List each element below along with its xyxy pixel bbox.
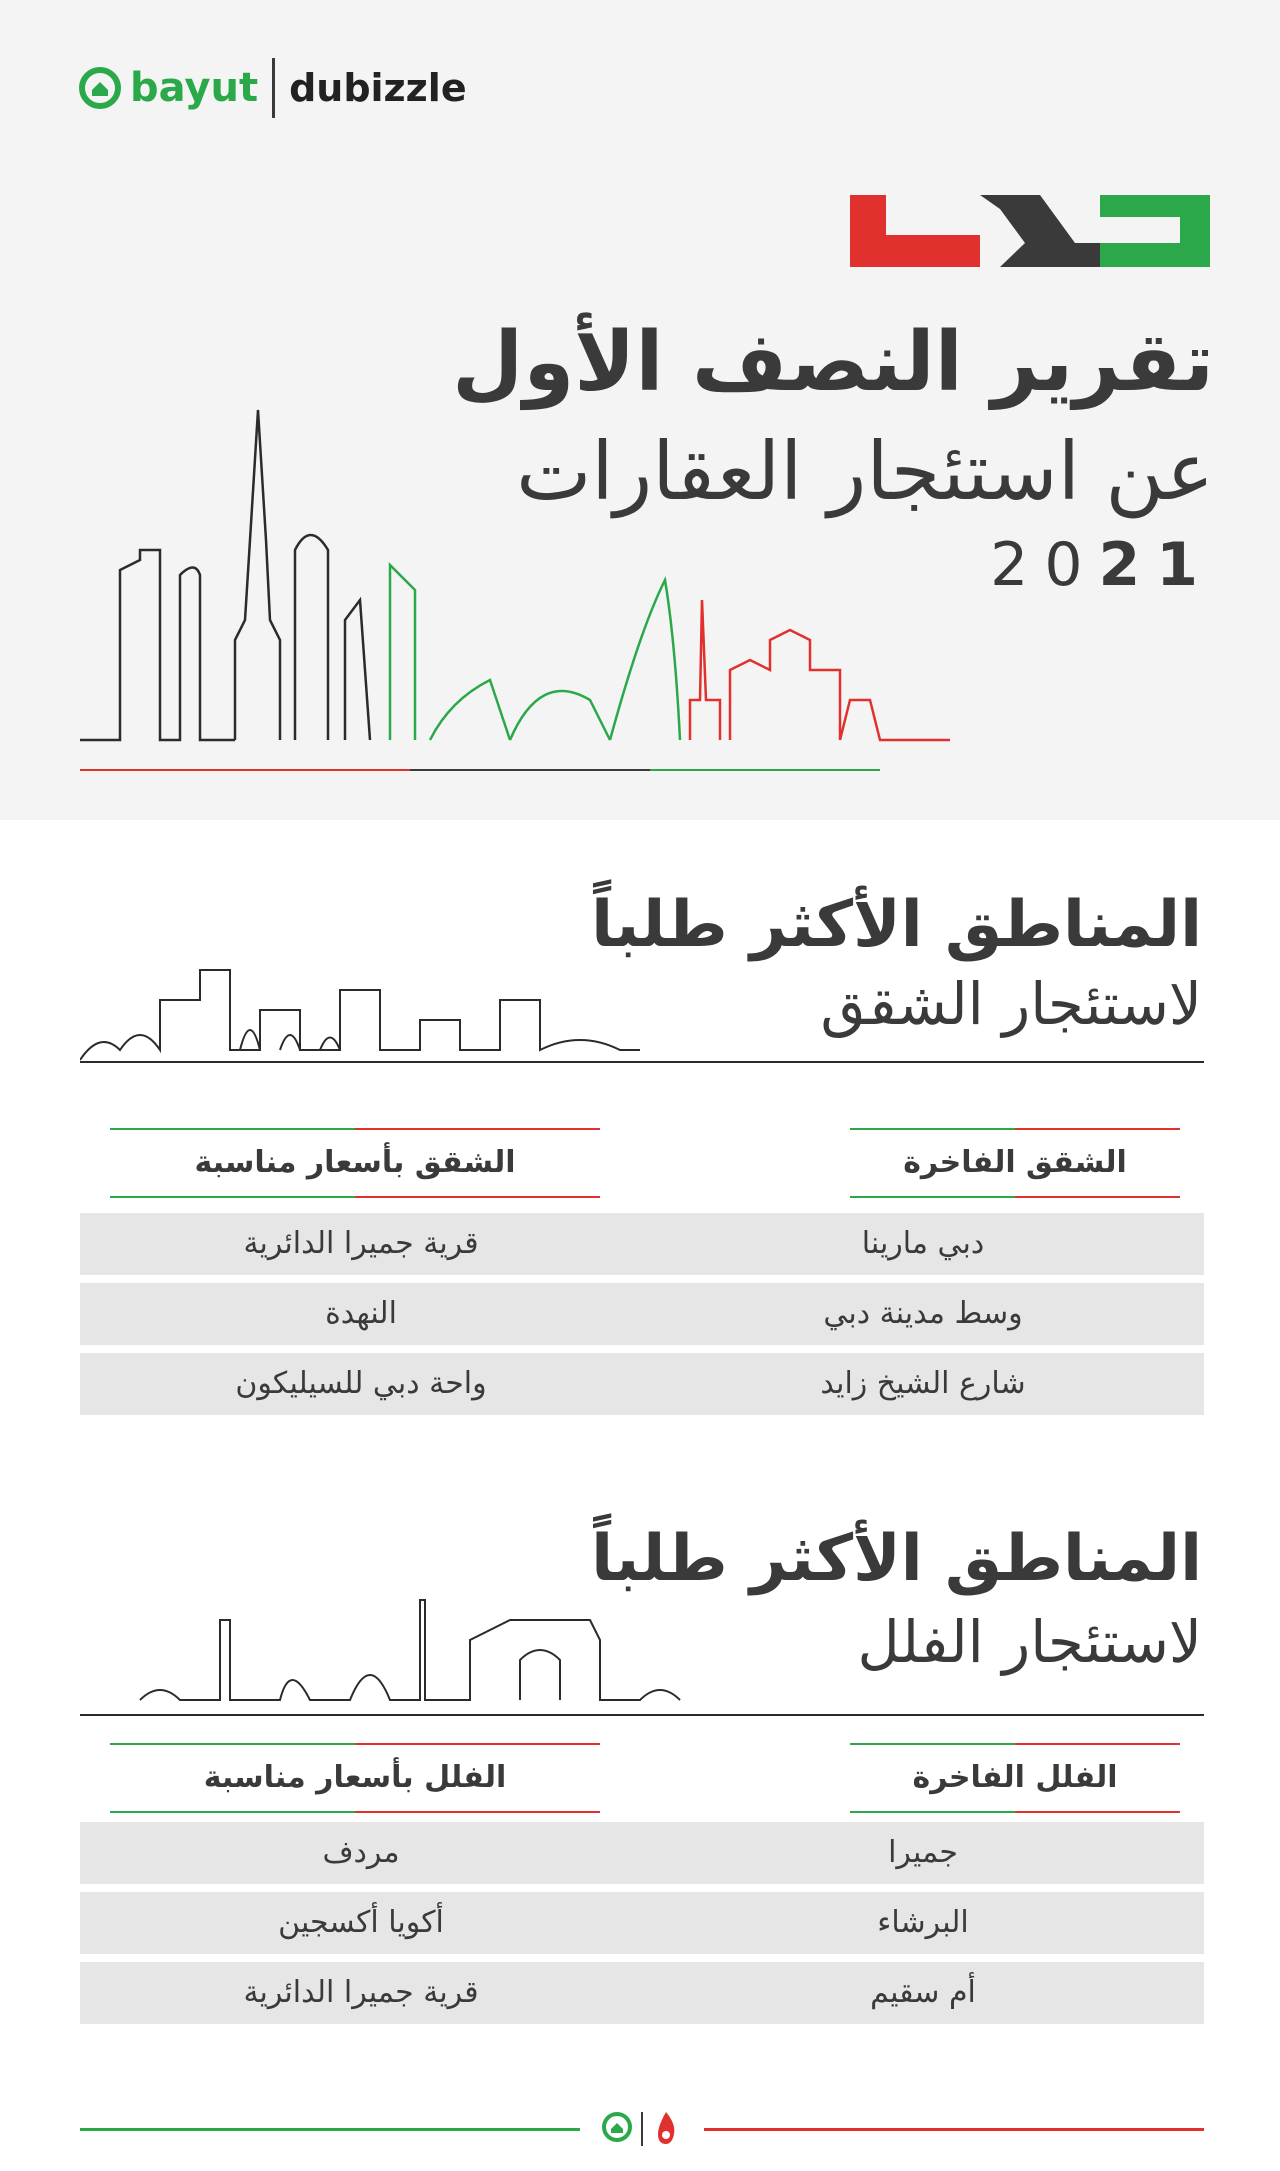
- affordable-cell: النهدة: [325, 1296, 397, 1331]
- dubai-skyline-illustration: [70, 400, 990, 780]
- apartment-skyline-illustration: [80, 950, 1204, 1070]
- luxury-apartments-header: [850, 1128, 1180, 1198]
- footer-line-green: [80, 2128, 580, 2131]
- bayut-logo: [78, 65, 258, 111]
- table-row: [80, 1213, 1204, 1275]
- affordable-villas-header: [110, 1743, 600, 1813]
- bayut-wordmark: bayut: [130, 65, 259, 111]
- affordable-cell: واحة دبي للسيليكون: [235, 1366, 487, 1401]
- luxury-cell: البرشاء: [877, 1905, 969, 1940]
- affordable-apartments-header: [110, 1128, 600, 1198]
- hero-banner: [0, 0, 1280, 820]
- table-row: [80, 1353, 1204, 1415]
- luxury-cell: شارع الشيخ زايد: [820, 1366, 1026, 1401]
- luxury-cell: وسط مدينة دبي: [823, 1296, 1023, 1331]
- bayut-house-icon: [78, 66, 122, 110]
- apartments-heading: المناطق الأكثر طلباً: [591, 888, 1202, 962]
- table-row: [80, 1962, 1204, 2024]
- villa-skyline-illustration: [80, 1590, 1204, 1722]
- header-bottom-line: [850, 1811, 1180, 1813]
- apartments-table: [80, 1213, 1204, 1423]
- luxury-cell: جميرا: [888, 1835, 958, 1870]
- report-title: تقرير النصف الأول: [452, 315, 1214, 410]
- luxury-villas-label: الفلل الفاخرة: [912, 1760, 1118, 1795]
- affordable-cell: قرية جميرا الدائرية: [243, 1975, 479, 2010]
- table-row: [80, 1822, 1204, 1884]
- villas-table: [80, 1822, 1204, 2032]
- affordable-cell: قرية جميرا الدائرية: [243, 1226, 479, 1261]
- luxury-cell: دبي مارينا: [861, 1226, 985, 1261]
- dubizzle-wordmark: dubizzle: [289, 66, 467, 110]
- luxury-apartments-label: الشقق الفاخرة: [903, 1145, 1127, 1180]
- footer: [80, 2110, 1204, 2150]
- report-year: [990, 530, 1214, 600]
- header-top-line: [110, 1743, 600, 1745]
- header-bottom-line: [110, 1811, 600, 1813]
- header-bottom-line: [110, 1196, 600, 1198]
- logo-divider: [272, 58, 275, 118]
- villas-subheading: لاستئجار الفلل: [857, 1608, 1202, 1676]
- header-top-line: [850, 1128, 1180, 1130]
- brand-logos: [78, 58, 467, 118]
- luxury-villas-header: [850, 1743, 1180, 1813]
- affordable-villas-label: الفلل بأسعار مناسبة: [203, 1760, 507, 1795]
- dubai-logo-mark: [850, 195, 1210, 267]
- dubizzle-logo: [289, 66, 467, 110]
- table-row: [80, 1283, 1204, 1345]
- year-prefix: 20: [990, 530, 1099, 600]
- dubizzle-flame-icon: [652, 2110, 680, 2146]
- year-digit-1: 1: [1156, 530, 1214, 600]
- villas-heading: المناطق الأكثر طلباً: [591, 1522, 1202, 1596]
- affordable-cell: مردف: [322, 1835, 400, 1870]
- apartments-subheading: لاستئجار الشقق: [820, 970, 1202, 1038]
- table-row: [80, 1892, 1204, 1954]
- affordable-apartments-label: الشقق بأسعار مناسبة: [194, 1145, 516, 1180]
- apartments-section: [0, 820, 1280, 1420]
- header-bottom-line: [850, 1196, 1180, 1198]
- footer-divider: [641, 2112, 643, 2146]
- footer-line-red: [704, 2128, 1204, 2131]
- header-top-line: [850, 1743, 1180, 1745]
- bayut-house-icon: [600, 2110, 634, 2144]
- luxury-cell: أم سقيم: [870, 1975, 976, 2010]
- affordable-cell: أكويا أكسجين: [278, 1905, 444, 1940]
- header-top-line: [110, 1128, 600, 1130]
- report-subtitle: عن استئجار العقارات: [516, 425, 1214, 518]
- year-digit-2: 2: [1098, 530, 1157, 600]
- villas-section: [0, 1460, 1280, 2060]
